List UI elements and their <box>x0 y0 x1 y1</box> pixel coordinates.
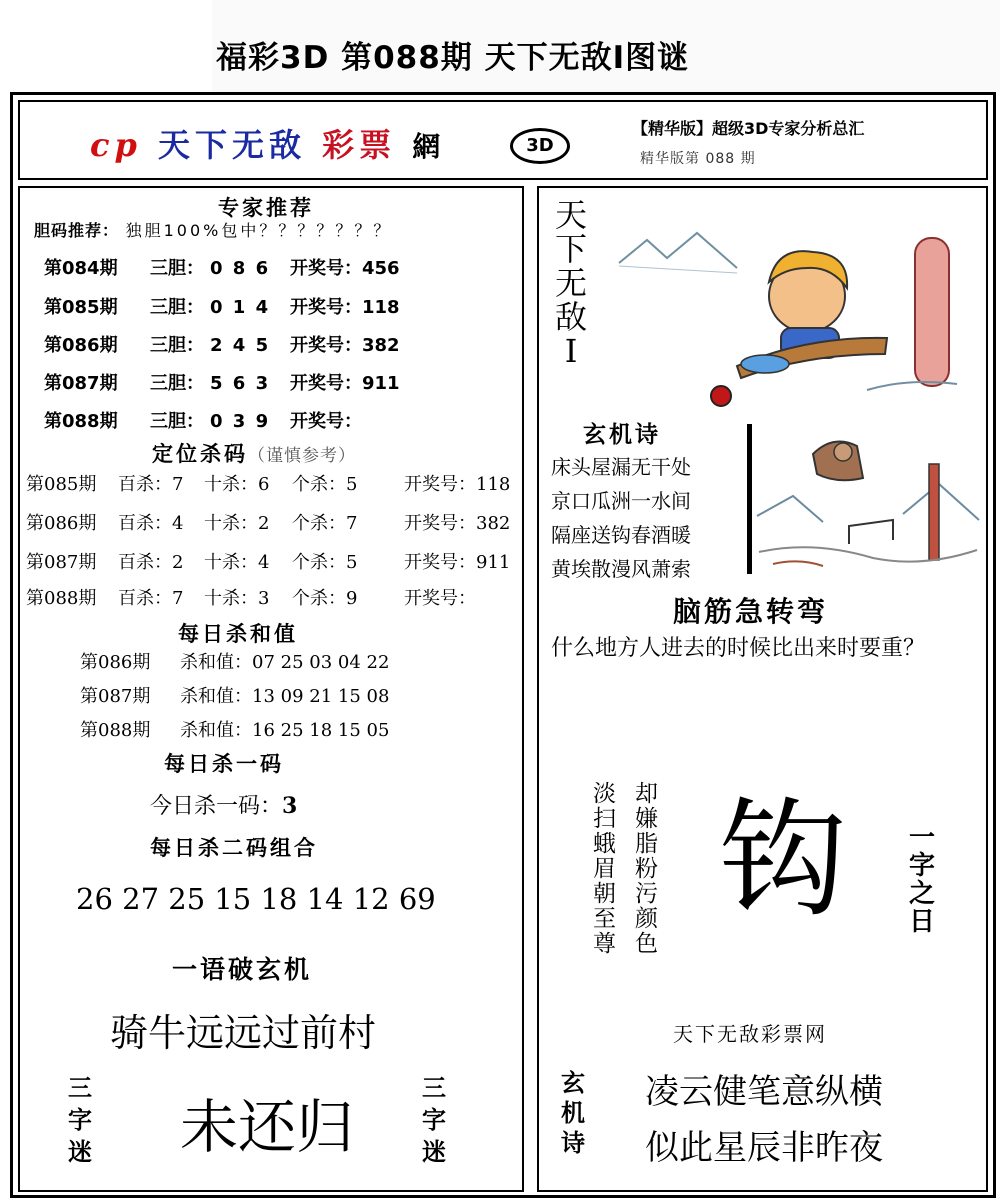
position-kill-row <box>26 584 476 610</box>
sum-kill-row <box>80 648 389 674</box>
issue: 第086期 <box>44 335 118 356</box>
draw-number: 382 <box>362 335 400 356</box>
one-code-value: 3 <box>282 793 298 819</box>
issue: 第087期 <box>80 686 151 707</box>
riddle-side-char: 三 <box>68 1074 92 1102</box>
bottom-poem-label <box>561 1068 585 1158</box>
logo-text-3: 網 <box>412 130 446 163</box>
poster-header <box>18 100 988 180</box>
issue: 第087期 <box>44 373 118 394</box>
logo-mark: cp <box>90 126 142 164</box>
dan-text: 独胆100%包中？？？？？？？ <box>125 221 393 240</box>
one-char-label-char: 一 <box>909 823 936 853</box>
three-dan-row <box>44 407 362 433</box>
one-code-line <box>150 789 297 820</box>
position-kill-row <box>26 548 510 574</box>
draw-number: 开奖号：382 <box>404 513 511 534</box>
one-char-label-char: 日 <box>909 907 936 937</box>
edition-line: 【精华版】超级3D专家分析总汇 <box>632 119 865 138</box>
issue: 第088期 <box>26 588 97 609</box>
bottom-poem-line: 似此星辰非昨夜 <box>645 1128 883 1168</box>
units-kill: 个杀：9 <box>292 588 358 609</box>
sum-values: 16 25 18 15 05 <box>252 720 390 741</box>
page-title: 福彩3D 第088期 天下无敌Ⅰ图谜 <box>216 40 690 76</box>
bottom-poem-line: 凌云健笔意纵横 <box>645 1072 883 1112</box>
phrase-text: 骑牛远远过前村 <box>110 1011 377 1055</box>
hundreds-kill: 百杀：4 <box>118 513 184 534</box>
two-code-title: 每日杀二码组合 <box>150 836 318 860</box>
riddle-side-left <box>68 1072 92 1168</box>
issue: 第084期 <box>44 258 118 279</box>
sum-kill-title: 每日杀和值 <box>178 622 298 646</box>
three-dan-row <box>44 254 400 280</box>
brain-teaser-question: 什么地方人进去的时候比出来时要重？ <box>551 636 926 661</box>
right-panel <box>537 186 988 1192</box>
expert-title: 专家推荐 <box>218 196 314 220</box>
poem-line: 京口瓜洲一水间 <box>551 489 691 513</box>
dan-label: 胆码推荐： <box>34 221 120 240</box>
issue: 第087期 <box>26 552 97 573</box>
units-kill: 个杀：5 <box>292 474 358 495</box>
one-code-label: 今日杀一码： <box>150 794 283 819</box>
position-kill-title <box>152 438 356 468</box>
position-title-text: 定位杀码 <box>152 442 248 466</box>
issue: 第085期 <box>44 297 118 318</box>
issue: 第086期 <box>26 513 97 534</box>
tens-kill: 十杀：6 <box>204 474 270 495</box>
dan-label: 三胆： <box>150 335 204 356</box>
badge-3d: 3D <box>510 128 570 164</box>
dan-digits: 2 4 5 <box>210 335 271 356</box>
issue: 第088期 <box>44 411 118 432</box>
tens-kill: 十杀：3 <box>204 588 270 609</box>
one-code-title: 每日杀一码 <box>164 752 284 776</box>
vertical-title <box>555 198 587 368</box>
cartoon-boy-illustration <box>617 218 979 408</box>
riddle-text: 未还归 <box>180 1093 355 1161</box>
hundreds-kill: 百杀：7 <box>118 474 184 495</box>
one-char-label-char: 字 <box>909 851 936 881</box>
left-panel <box>18 186 524 1192</box>
riddle-side-char: 迷 <box>68 1138 92 1166</box>
sum-kill-row <box>80 682 389 708</box>
draw-label: 开奖号： <box>290 258 362 279</box>
dan-digits: 0 1 4 <box>210 297 271 318</box>
hundreds-kill: 百杀：2 <box>118 552 184 573</box>
issue-line: 精华版第 088 期 <box>640 151 756 167</box>
logo-text-2: 彩票 <box>322 126 397 164</box>
dan-label: 三胆： <box>150 411 204 432</box>
vertical-poem-col2: 淡扫蛾眉朝至尊 <box>593 781 616 957</box>
sum-label: 杀和值： <box>180 686 252 707</box>
draw-number: 911 <box>362 373 400 394</box>
poem-title: 玄机诗 <box>583 422 661 448</box>
draw-number: 456 <box>362 258 400 279</box>
riddle-side-char: 字 <box>422 1106 446 1134</box>
units-kill: 个杀：5 <box>292 552 358 573</box>
draw-number: 开奖号：118 <box>404 474 511 495</box>
units-kill: 个杀：7 <box>292 513 358 534</box>
sum-kill-row <box>80 716 389 742</box>
sum-values: 07 25 03 04 22 <box>252 652 390 673</box>
vertical-title-char: 无 <box>555 264 588 302</box>
tens-kill: 十杀：4 <box>204 552 270 573</box>
vertical-title-char: 下 <box>555 230 588 268</box>
draw-label: 开奖号： <box>290 373 362 394</box>
issue: 第086期 <box>80 652 151 673</box>
dan-label: 三胆： <box>150 373 204 394</box>
riddle-side-right <box>422 1072 446 1168</box>
three-dan-row <box>44 369 400 395</box>
riddle-side-char: 字 <box>68 1106 92 1134</box>
draw-label: 开奖号： <box>290 411 362 432</box>
bottom-poem-label-char: 玄 <box>561 1069 585 1097</box>
site-logo <box>90 120 445 166</box>
bottom-poem-lines <box>645 1064 883 1176</box>
big-character: 钩 <box>719 786 848 935</box>
vertical-title-char: 敌 <box>555 298 588 336</box>
tens-kill: 十杀：2 <box>204 513 270 534</box>
one-char-label <box>909 824 935 936</box>
riddle-side-char: 迷 <box>422 1138 446 1166</box>
sum-label: 杀和值： <box>180 720 252 741</box>
sum-label: 杀和值： <box>180 652 252 673</box>
three-dan-row <box>44 331 400 357</box>
poem-line: 黄埃散漫风萧索 <box>551 557 691 581</box>
bird-landscape-illustration <box>753 424 981 580</box>
dan-digits: 0 8 6 <box>210 258 271 279</box>
position-kill-row <box>26 470 510 496</box>
draw-number: 开奖号： <box>404 588 476 609</box>
vertical-title-char: Ⅰ <box>564 332 578 370</box>
sum-values: 13 09 21 15 08 <box>252 686 390 707</box>
dan-recommend <box>34 218 392 241</box>
logo-text-1: 天下无敌 <box>158 126 307 164</box>
draw-label: 开奖号： <box>290 297 362 318</box>
dan-label: 三胆： <box>150 258 204 279</box>
position-note: （谨慎参考） <box>248 446 356 466</box>
two-code-values: 26 27 25 15 18 14 12 69 <box>76 882 436 916</box>
site-name: 天下无敌彩票网 <box>673 1022 827 1046</box>
vertical-title-char: 天 <box>555 196 588 234</box>
dan-digits: 0 3 9 <box>210 411 271 432</box>
poem-line: 床头屋漏无干处 <box>551 455 691 479</box>
poem-lines <box>551 450 691 586</box>
bottom-poem-label-char: 机 <box>561 1099 585 1127</box>
riddle-side-char: 三 <box>422 1074 446 1102</box>
issue: 第085期 <box>26 474 97 495</box>
issue: 第088期 <box>80 720 151 741</box>
bottom-poem-label-char: 诗 <box>561 1129 585 1157</box>
hundreds-kill: 百杀：7 <box>118 588 184 609</box>
brain-teaser-title: 脑筋急转弯 <box>673 595 829 628</box>
phrase-title: 一语破玄机 <box>172 955 313 984</box>
divider-line <box>747 424 752 574</box>
three-dan-row <box>44 293 400 319</box>
draw-label: 开奖号： <box>290 335 362 356</box>
vertical-poem-col1: 却嫌脂粉污颜色 <box>635 781 658 957</box>
one-char-label-char: 之 <box>909 879 936 909</box>
draw-number: 118 <box>362 297 400 318</box>
poem-line: 隔座送钩春酒暖 <box>551 523 691 547</box>
dan-label: 三胆： <box>150 297 204 318</box>
draw-number: 开奖号：911 <box>404 552 511 573</box>
dan-digits: 5 6 3 <box>210 373 271 394</box>
position-kill-row <box>26 509 510 535</box>
